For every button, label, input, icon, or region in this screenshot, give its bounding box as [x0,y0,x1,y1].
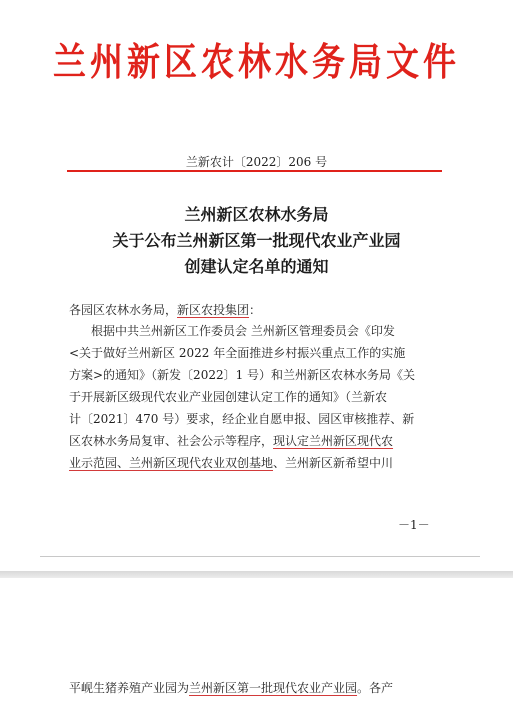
body-line-7-part-1: 业示范园、兰州新区现代农业双创基地 [69,456,274,470]
title-line-2: 关于公布兰州新区第一批现代农业产业园 [112,231,401,250]
body-line-1: 根据中共兰州新区工作委员会 兰州新区管理委员会《印发 [91,324,395,338]
body-line-6 [69,430,444,452]
body-line-2: <关于做好兰州新区 2022 年全面推进乡村振兴重点工作的实施 [69,346,406,360]
body-line-5: 计〔2021〕470 号）要求，经企业自愿申报、园区审核推荐、新 [69,412,415,426]
page2-line-1-part-3: 。各产 [357,681,394,695]
salutation-part-1: 各园区农林水务局， [69,303,178,317]
salutation-part-3: ： [249,303,262,317]
body-line-4: 于开展新区级现代农业产业园创建认定工作的通知》（兰新农 [69,390,388,404]
body-line-6-part-2: 现认定兰州新区现代农 [273,434,394,448]
page2-line-1 [69,679,449,696]
page2-line-1-part-2: 兰州新区第一批现代农业产业园 [189,681,358,695]
title-line-1: 兰州新区农林水务局 [184,205,329,224]
page-number: －1－ [398,518,430,532]
body-line-6-part-1: 区农林水务局复审、社会公示等程序， [69,434,274,448]
body-line-7-part-2: 、兰州新区新希望中川 [273,456,394,470]
masthead-red-rule [67,170,442,172]
document-masthead: 兰州新区农林水务局文件 [53,39,460,85]
page-bottom-rule [40,556,480,557]
document-number: 兰新农计〔2022〕206 号 [185,155,328,169]
salutation-part-2: 新区农投集团 [177,303,250,317]
body-line-7 [69,452,444,474]
salutation [69,301,261,318]
body-line-3: 方案>的通知》（新发〔2022〕1 号）和兰州新区农林水务局《关 [69,368,416,382]
page2-line-1-part-1: 平岘生猪养殖产业园为 [69,681,190,695]
title-line-3: 创建认定名单的通知 [184,257,329,276]
